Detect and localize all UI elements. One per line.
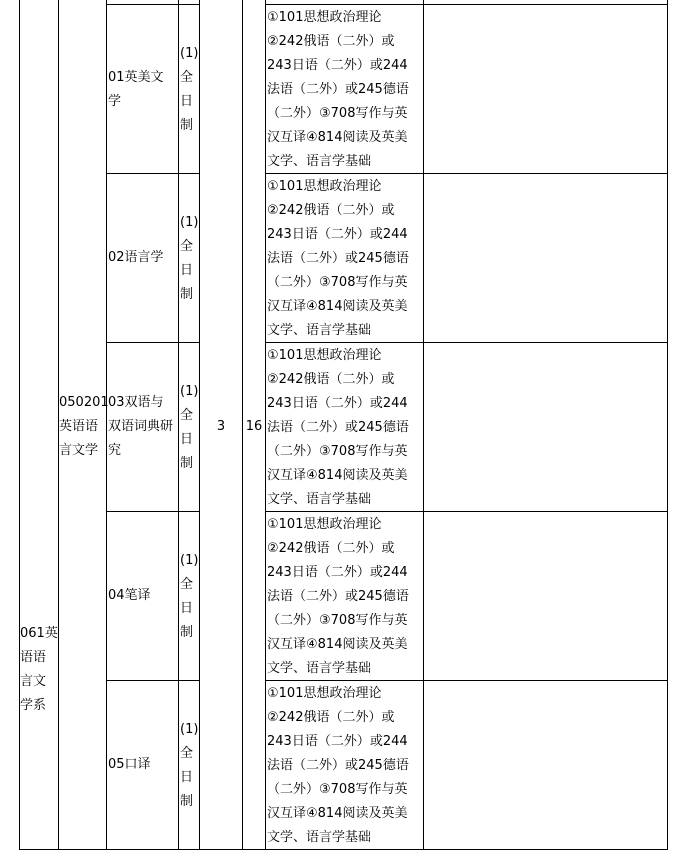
row-border: [106, 4, 200, 5]
major-line: 言文学: [59, 443, 99, 458]
department-cell: [20, 622, 58, 718]
row-border: [106, 511, 200, 512]
table-border: [423, 0, 424, 850]
research-direction-name: 04笔译: [108, 588, 151, 603]
major-line: 英语语: [59, 419, 99, 434]
duration-value: 3: [216, 419, 226, 434]
exam-subjects: ①101思想政治理论 ②242俄语（二外）或 243日语（二外）或244 法语（二外）或245德语 （二外）③708写作与英 汉互译④814阅读及英美 文学、语言学基础: [267, 179, 409, 338]
research-direction-name: 01英美文 学: [108, 70, 164, 109]
research-direction-name: 02语言学: [108, 250, 164, 265]
exam-subjects: ①101思想政治理论 ②242俄语（二外）或 243日语（二外）或244 法语（二外）或245德语 （二外）③708写作与英 汉互译④814阅读及英美 文学、语言学基础: [267, 10, 409, 169]
research-direction-name: 05口译: [108, 757, 151, 772]
table-border: [265, 0, 266, 850]
study-mode: (1) 全 日 制: [180, 46, 199, 133]
department-line: 言文: [20, 674, 47, 689]
department-line: 语语: [20, 650, 47, 665]
row-border: [265, 4, 668, 5]
research-direction-name: 03双语与 双语词典研 究: [108, 395, 174, 458]
study-mode: (1) 全 日 制: [180, 384, 199, 471]
table-border: [178, 0, 179, 850]
table-border: [667, 0, 668, 850]
study-mode: (1) 全 日 制: [180, 553, 199, 640]
study-mode: (1) 全 日 制: [180, 215, 199, 302]
quota-value: 16: [245, 419, 263, 434]
row-border: [106, 342, 200, 343]
study-mode: (1) 全 日 制: [180, 722, 199, 809]
department-line: 学系: [20, 698, 47, 713]
exam-subjects: ①101思想政治理论 ②242俄语（二外）或 243日语（二外）或244 法语（二外）或245德语 （二外）③708写作与英 汉互译④814阅读及英美 文学、语言学基础: [267, 517, 409, 676]
exam-subjects: ①101思想政治理论 ②242俄语（二外）或 243日语（二外）或244 法语（二外）或245德语 （二外）③708写作与英 汉互译④814阅读及英美 文学、语言学基础: [267, 348, 409, 507]
major-cell: [59, 391, 107, 463]
exam-subjects: ①101思想政治理论 ②242俄语（二外）或 243日语（二外）或244 法语（二外）或245德语 （二外）③708写作与英 汉互译④814阅读及英美 文学、语言学基础: [267, 686, 409, 845]
row-border: [106, 173, 200, 174]
department-line: 061英: [20, 626, 58, 641]
major-line: 050201: [59, 395, 109, 410]
table-border: [19, 0, 20, 850]
row-border: [106, 680, 200, 681]
